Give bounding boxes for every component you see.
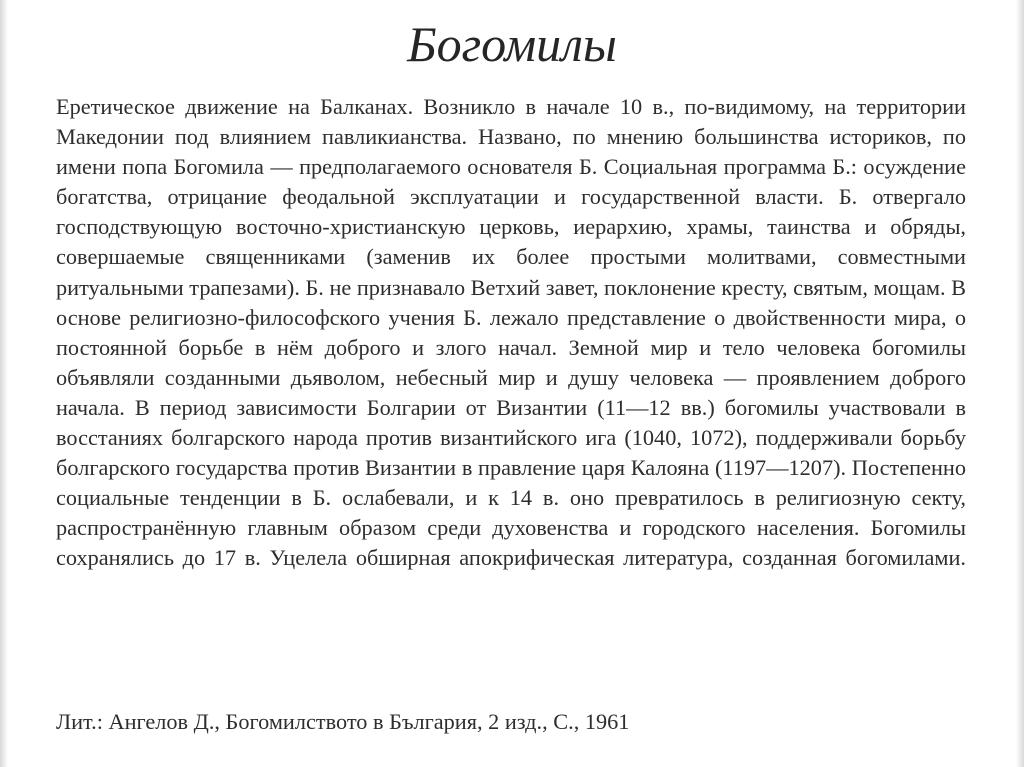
- slide-references: Лит.: Ангелов Д., Богомилството в България, 2 изд., С., 1961: [56, 709, 630, 734]
- slide-body-text: Еретическое движение на Балканах. Возникло в начале 10 в., по-видимому, на территории Македонии под влиянием павликианства. Названо, по мнению большинства историков, по имени попа Богомила — предполагаемого основателя Б. Социальная программа Б.: осуждение богатства, отрицание феодальной эксплуатации и государственной власти. Б. отвергало господствующую восточно-христианскую церковь, иерархию, храмы, таинства и обряды, совершаемые священниками (заменив их более простыми молитвами, совместными ритуальными трапезами). Б. не признавало Ветхий завет, поклонение кресту, святым, мощам. В основе религиозно-философского учения Б. лежало представление о двойственности мира, о постоянной борьбе в нём доброго и злого начал. Земной мир и тело человека богомилы объявляли созданными дьяволом, небесный мир и душу человека — проявлением доброго начала. В период зависимости Болгарии от Византии (11—12 вв.) богомилы участвовали в восстаниях болгарского народа против византийского ига (1040, 1072), поддерживали борьбу болгарского государства против Византии в правление царя Калояна (1197—1207). Постепенно социальные тенденции в Б. ослабевали, и к 14 в. оно превратилось в религиозную секту, распространённую главным образом среди духовенства и городского населения. Богомилы сохранялись до 17 в. Уцелела обширная апокрифическая литература, созданная богомилами.: [56, 94, 967, 571]
- slide-title: Богомилы: [407, 16, 617, 72]
